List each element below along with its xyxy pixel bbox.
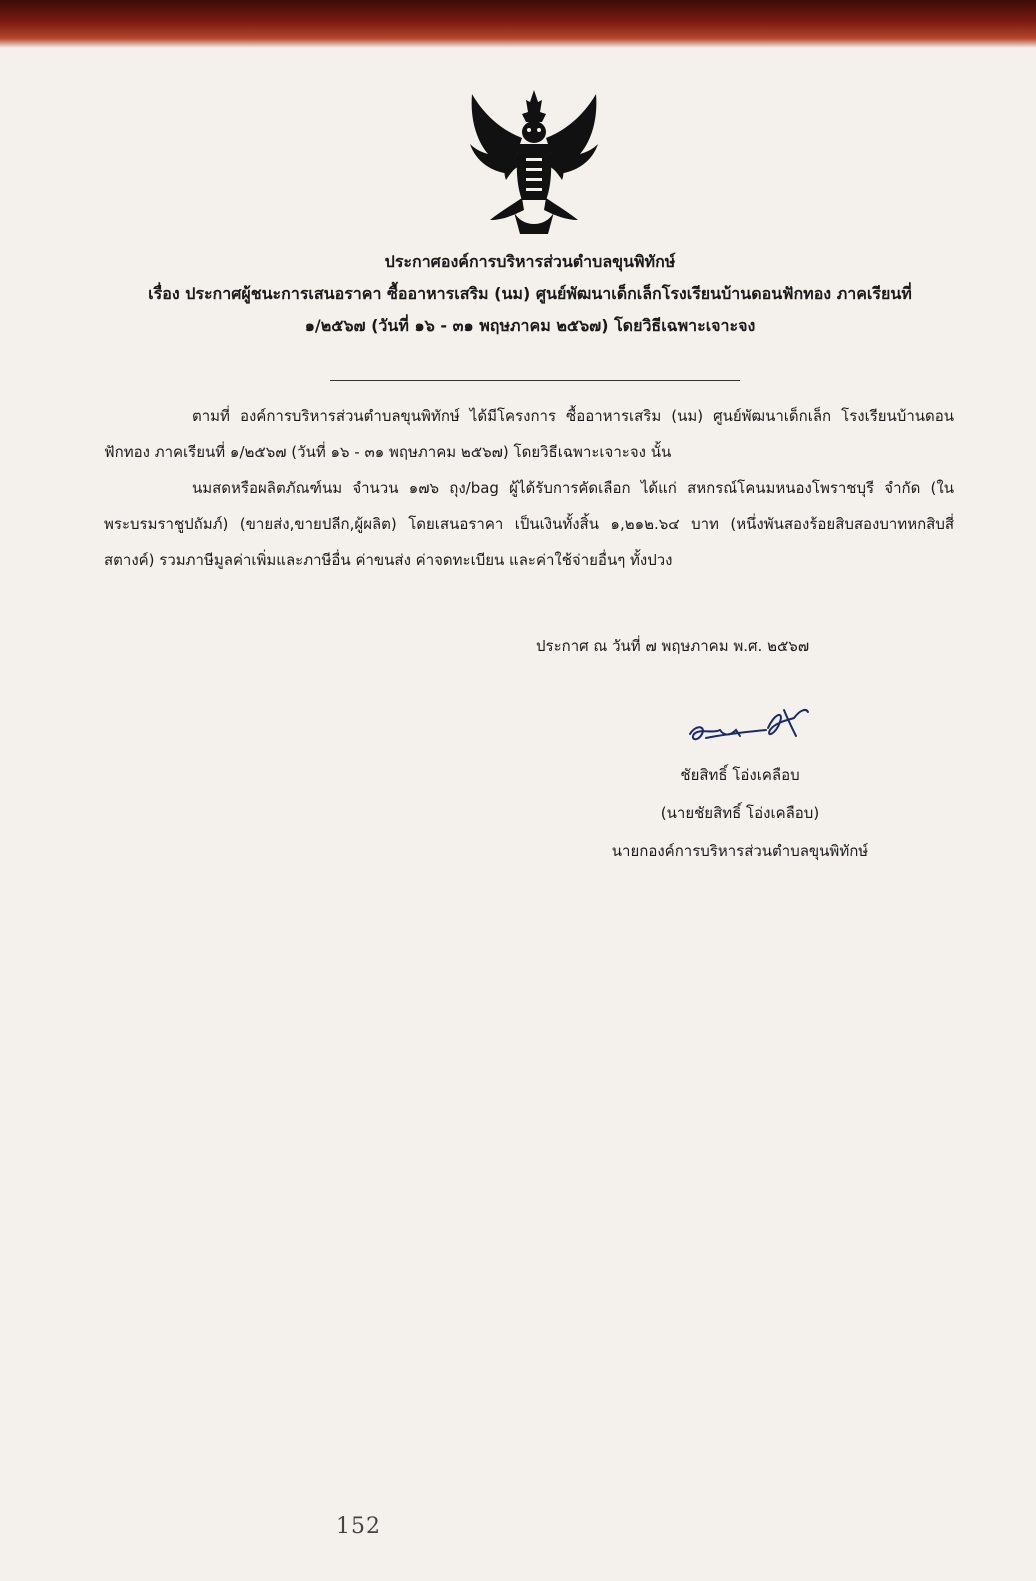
issuer-title: ประกาศองค์การบริหารส่วนตำบลขุนพิทักษ์ (384, 252, 676, 271)
signatory-full-name: (นายชัยสิทธิ์ โอ่งเคลือบ) (660, 804, 820, 822)
body-paragraph-2 (104, 470, 954, 578)
signatory-block (580, 756, 900, 870)
body-paragraph-2-text: นมสดหรือผลิตภัณฑ์นม จำนวน ๑๗๖ ถุง/bag ผู้ได้รับการคัดเลือก ได้แก่ สหกรณ์โคนมหนองโพราชบุรี จำกัด (ในพระบรมราชูปถัมภ์) (ขายส่ง,ขายปลีก,ผู้ผลิต) โดยเสนอราคา เป็นเงินทั้งสิ้น ๑,๒๑๒.๖๔ บาท (หนึ่งพันสองร้อยสิบสองบาทหกสิบสี่สตางค์) รวมภาษีมูลค่าเพิ่มและภาษีอื่น ค่าขนส่ง ค่าจดทะเบียน และค่าใช้จ่ายอื่นๆ ทั้งปวง (104, 479, 954, 569)
handwritten-page-number: 152 (336, 1514, 381, 1539)
title-divider (330, 380, 740, 381)
garuda-emblem-icon (466, 88, 602, 236)
subject-line-1: เรื่อง ประกาศผู้ชนะการเสนอราคา ซื้ออาหารเสริม (นม) ศูนย์พัฒนาเด็กเล็กโรงเรียนบ้านดอนฟักทอง ภาคเรียนที่ (148, 284, 912, 303)
body-paragraph-1 (104, 398, 954, 470)
body-paragraph-1-text: ตามที่ องค์การบริหารส่วนตำบลขุนพิทักษ์ ได้มีโครงการ ซื้ออาหารเสริม (นม) ศูนย์พัฒนาเด็กเล็ก โรงเรียนบ้านดอนฟักทอง ภาคเรียนที่ ๑/๒๕๖๗ (วันที่ ๑๖ - ๓๑ พฤษภาคม ๒๕๖๗) โดยวิธีเฉพาะเจาะจง นั้น (104, 407, 954, 461)
announcement-title-block (100, 246, 960, 342)
subject-line-2: ๑/๒๕๖๗ (วันที่ ๑๖ - ๓๑ พฤษภาคม ๒๕๖๗) โดยวิธีเฉพาะเจาะจง (304, 316, 756, 335)
announcement-date: ประกาศ ณ วันที่ ๗ พฤษภาคม พ.ศ. ๒๕๖๗ (536, 637, 810, 655)
handwritten-signature (676, 700, 826, 760)
signatory-signature-name: ชัยสิทธิ์ โอ่งเคลือบ (680, 766, 800, 784)
signatory-position: นายกองค์การบริหารส่วนตำบลขุนพิทักษ์ (611, 842, 869, 860)
